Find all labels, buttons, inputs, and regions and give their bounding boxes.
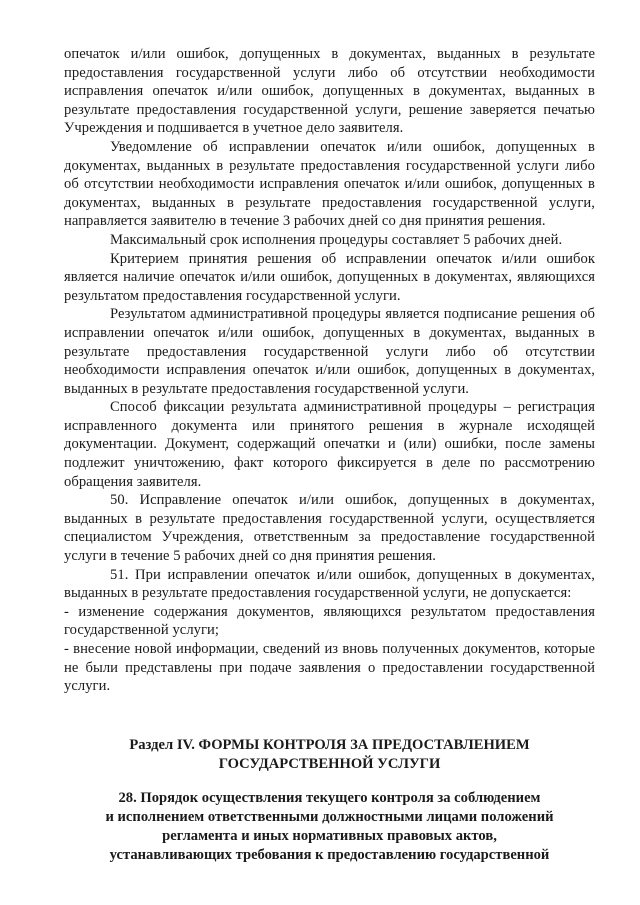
subsection-heading-line-4: устанавливающих требования к предоставлению государственной bbox=[109, 847, 550, 863]
subsection-heading bbox=[64, 789, 595, 865]
subsection-heading-line-3: регламента и иных нормативных правовых актов, bbox=[162, 828, 497, 844]
paragraph-item-50: 50. Исправление опечаток и/или ошибок, допущенных в документах, выданных в результате предоставления государственной услуги, осуществляется специалистом Учреждения, ответственным за предоставление государственной услуги в течение 5 рабочих дней со дня принятия решения. bbox=[64, 492, 595, 565]
list-item-new-info: - внесение новой информации, сведений из вновь полученных документов, которые не были представлены при подаче заявления о предоставлении государственной услуги. bbox=[64, 641, 595, 695]
section-heading-line-2: ГОСУДАРСТВЕННОЙ УСЛУГИ bbox=[218, 756, 441, 772]
list-item-content-change: - изменение содержания документов, являющихся результатом предоставления государственной услуги; bbox=[64, 603, 595, 639]
subsection-heading-line-1: 28. Порядок осуществления текущего контроля за соблюдением bbox=[118, 790, 541, 806]
paragraph-notification: Уведомление об исправлении опечаток и/или ошибок, допущенных в документах, выданных в результате предоставления государственной услуги либо об отсутствии необходимости исправления опечаток и/или ошибок, допущенных в документах, выданных в результате предоставления государственной услуги, направляется заявителю в течение 3 рабочих дней со дня принятия решения. bbox=[64, 138, 595, 230]
paragraph-criterion: Критерием принятия решения об исправлении опечаток и/или ошибок является наличие опечаток и/или ошибок, допущенных в документах, являющихся результатом предоставления государственной услуги. bbox=[64, 250, 595, 304]
paragraph-continuation: опечаток и/или ошибок, допущенных в документах, выданных в результате предоставления государственной услуги либо об отсутствии необходимости исправления опечаток и/или ошибок, допущенных в документах, выданных в результате предоставления государственной услуги, решение заверяется печатью Учреждения и подшивается в учетное дело заявителя. bbox=[64, 46, 595, 137]
paragraph-result: Результатом административной процедуры является подписание решения об исправлении опечаток и/или ошибок, допущенных в документах, выданных в результате предоставления государственной услуги либо об отсутствии необходимости исправления опечаток и/или ошибок, допущенных в документах, выданных в результате предоставления государственной услуги. bbox=[64, 306, 595, 397]
paragraph-max-duration: Максимальный срок исполнения процедуры составляет 5 рабочих дней. bbox=[110, 231, 563, 248]
paragraph-item-51: 51. При исправлении опечаток и/или ошибок, допущенных в документах, выданных в результате предоставления государственной услуги, не допускается: bbox=[64, 566, 595, 602]
paragraph-fixation: Способ фиксации результата административной процедуры – регистрация исправленного документа или принятого решения в журнале исходящей документации. Документ, содержащий опечатки и (или) ошибки, после замены подлежит уничтожению, факт которого фиксируется в деле по рассмотрению обращения заявителя. bbox=[64, 399, 595, 490]
section-heading-line-1: Раздел IV. ФОРМЫ КОНТРОЛЯ ЗА ПРЕДОСТАВЛЕНИЕМ bbox=[129, 737, 530, 753]
body-text bbox=[64, 45, 595, 696]
subsection-heading-line-2: и исполнением ответственными должностными лицами положений bbox=[105, 809, 554, 825]
section-heading bbox=[64, 736, 595, 774]
